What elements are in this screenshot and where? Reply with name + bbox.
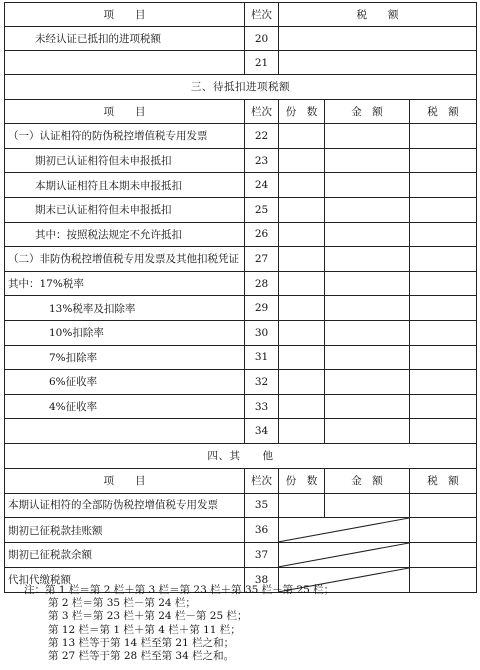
taxamt-cell [410, 394, 477, 419]
taxamt-cell [410, 197, 477, 222]
table-row [5, 124, 477, 149]
taxamt-cell [410, 296, 477, 321]
row-label: 期初已征税款余额 [5, 543, 245, 568]
table-row [5, 370, 477, 395]
copies-cell [279, 271, 325, 296]
note-line: 第 2 栏＝第 35 栏－第 24 栏； [48, 597, 196, 610]
amount-cell [325, 197, 410, 222]
copies-cell [279, 419, 325, 444]
row-label: 期初已认证相符但未申报抵扣 [5, 148, 245, 173]
table-row [5, 320, 477, 345]
header-tax: 税 额 [279, 3, 477, 27]
struck-cell [279, 543, 410, 568]
section-row [5, 443, 477, 468]
row-number: 34 [245, 419, 279, 444]
table-row [5, 51, 477, 75]
taxamt-cell [410, 518, 477, 543]
row-number: 32 [245, 370, 279, 395]
header-item: 项 目 [5, 468, 245, 493]
copies-cell [279, 345, 325, 370]
row-label: 本期认证相符且本期未申报抵扣 [5, 173, 245, 198]
note-line: 第 12 栏＝第 1 栏＋第 4 栏＋第 11 栏； [48, 623, 241, 636]
row-number: 38 [245, 567, 279, 592]
table-row [5, 148, 477, 173]
row-number: 23 [245, 148, 279, 173]
row-number: 20 [245, 27, 279, 51]
row-label: 期初已征税款挂账额 [5, 518, 245, 543]
copies-cell [279, 394, 325, 419]
header-copies: 份 数 [279, 468, 325, 493]
taxamt-cell [410, 419, 477, 444]
section-title: 四、其 他 [5, 443, 477, 468]
copies-cell [279, 320, 325, 345]
amount-cell [325, 124, 410, 149]
copies-cell [279, 148, 325, 173]
taxamt-cell [410, 271, 477, 296]
copies-cell [279, 493, 325, 518]
row-label: 代扣代缴税额 [5, 567, 245, 592]
amount-cell [325, 419, 410, 444]
header-copies: 份 数 [279, 99, 325, 124]
row-number: 29 [245, 296, 279, 321]
row-label [5, 419, 245, 444]
row-label: 其中：17%税率 [5, 271, 245, 296]
amount-cell [325, 148, 410, 173]
row-number: 27 [245, 247, 279, 272]
table-row [5, 173, 477, 198]
note-line: 注：第 1 栏＝第 2 栏＋第 3 栏＝第 23 栏＋第 35 栏－第 25 栏； [24, 584, 335, 596]
row-label: 7%扣除率 [5, 345, 245, 370]
row-number: 28 [245, 271, 279, 296]
section-title: 三、待抵扣进项税额 [5, 75, 477, 100]
row-label: 13%税率及扣除率 [5, 296, 245, 321]
header-row-s4 [5, 468, 477, 493]
table-row [5, 222, 477, 247]
taxamt-cell [410, 320, 477, 345]
table-row [5, 345, 477, 370]
amount-cell [325, 493, 410, 518]
copies-cell [279, 247, 325, 272]
copies-cell [279, 296, 325, 321]
table-row [5, 271, 477, 296]
row-number: 24 [245, 173, 279, 198]
row-number: 31 [245, 345, 279, 370]
row-number: 37 [245, 543, 279, 568]
row-label: 其中：按照税法规定不允许抵扣 [5, 222, 245, 247]
row-label: 6%征收率 [5, 370, 245, 395]
row-number: 26 [245, 222, 279, 247]
amount-cell [325, 345, 410, 370]
taxamt-cell [410, 173, 477, 198]
strike-line [279, 518, 409, 542]
header-amount: 金 额 [325, 468, 410, 493]
taxamt-cell [410, 543, 477, 568]
struck-cell [279, 518, 410, 543]
row-number: 22 [245, 124, 279, 149]
row-label: 未经认证已抵扣的进项税额 [5, 27, 245, 51]
table-row [5, 419, 477, 444]
taxamt-cell [410, 567, 477, 592]
amount-cell [325, 296, 410, 321]
row-number: 25 [245, 197, 279, 222]
header-col: 栏次 [245, 3, 279, 27]
taxamt-cell [410, 124, 477, 149]
taxamt-cell [410, 493, 477, 518]
tax-cell [279, 51, 477, 75]
row-label: （二）非防伪税控增值税专用发票及其他扣税凭证 [5, 247, 245, 272]
section-row [5, 75, 477, 100]
header-row-top [5, 3, 477, 27]
note-line: 第 3 栏＝第 23 栏＋第 24 栏－第 25 栏； [48, 610, 248, 623]
amount-cell [325, 394, 410, 419]
taxamt-cell [410, 148, 477, 173]
copies-cell [279, 222, 325, 247]
header-item: 项 目 [5, 99, 245, 124]
row-label: 10%扣除率 [5, 320, 245, 345]
table-row [5, 27, 477, 51]
note-line: 第 27 栏等于第 28 栏至第 34 栏之和。 [48, 650, 235, 663]
header-item: 项 目 [5, 3, 245, 27]
row-label: 本期认证相符的全部防伪税控增值税专用发票 [5, 493, 245, 518]
notes [24, 584, 335, 663]
copies-cell [279, 124, 325, 149]
row-number: 35 [245, 493, 279, 518]
header-taxamt: 税 额 [410, 99, 477, 124]
copies-cell [279, 173, 325, 198]
header-row-s3 [5, 99, 477, 124]
table-row [5, 197, 477, 222]
tax-table [4, 2, 477, 593]
strike-line [279, 543, 409, 567]
header-col: 栏次 [245, 468, 279, 493]
row-label: 期末已认证相符但未申报抵扣 [5, 197, 245, 222]
note-line: 第 13 栏等于第 14 栏至第 21 栏之和； [48, 636, 235, 649]
table-row [5, 543, 477, 568]
row-label: （一）认证相符的防伪税控增值税专用发票 [5, 124, 245, 149]
table-row [5, 518, 477, 543]
tax-cell [279, 27, 477, 51]
amount-cell [325, 271, 410, 296]
taxamt-cell [410, 370, 477, 395]
amount-cell [325, 173, 410, 198]
table-row [5, 394, 477, 419]
taxamt-cell [410, 222, 477, 247]
taxamt-cell [410, 247, 477, 272]
amount-cell [325, 370, 410, 395]
amount-cell [325, 222, 410, 247]
header-taxamt: 税 额 [410, 468, 477, 493]
table-row [5, 296, 477, 321]
header-amount: 金 额 [325, 99, 410, 124]
row-label: 4%征收率 [5, 394, 245, 419]
amount-cell [325, 320, 410, 345]
table-row [5, 493, 477, 518]
table-row [5, 247, 477, 272]
amount-cell [325, 247, 410, 272]
row-number: 30 [245, 320, 279, 345]
row-number: 33 [245, 394, 279, 419]
row-number: 36 [245, 518, 279, 543]
copies-cell [279, 197, 325, 222]
taxamt-cell [410, 345, 477, 370]
row-label [5, 51, 245, 75]
copies-cell [279, 370, 325, 395]
header-col: 栏次 [245, 99, 279, 124]
row-number: 21 [245, 51, 279, 75]
